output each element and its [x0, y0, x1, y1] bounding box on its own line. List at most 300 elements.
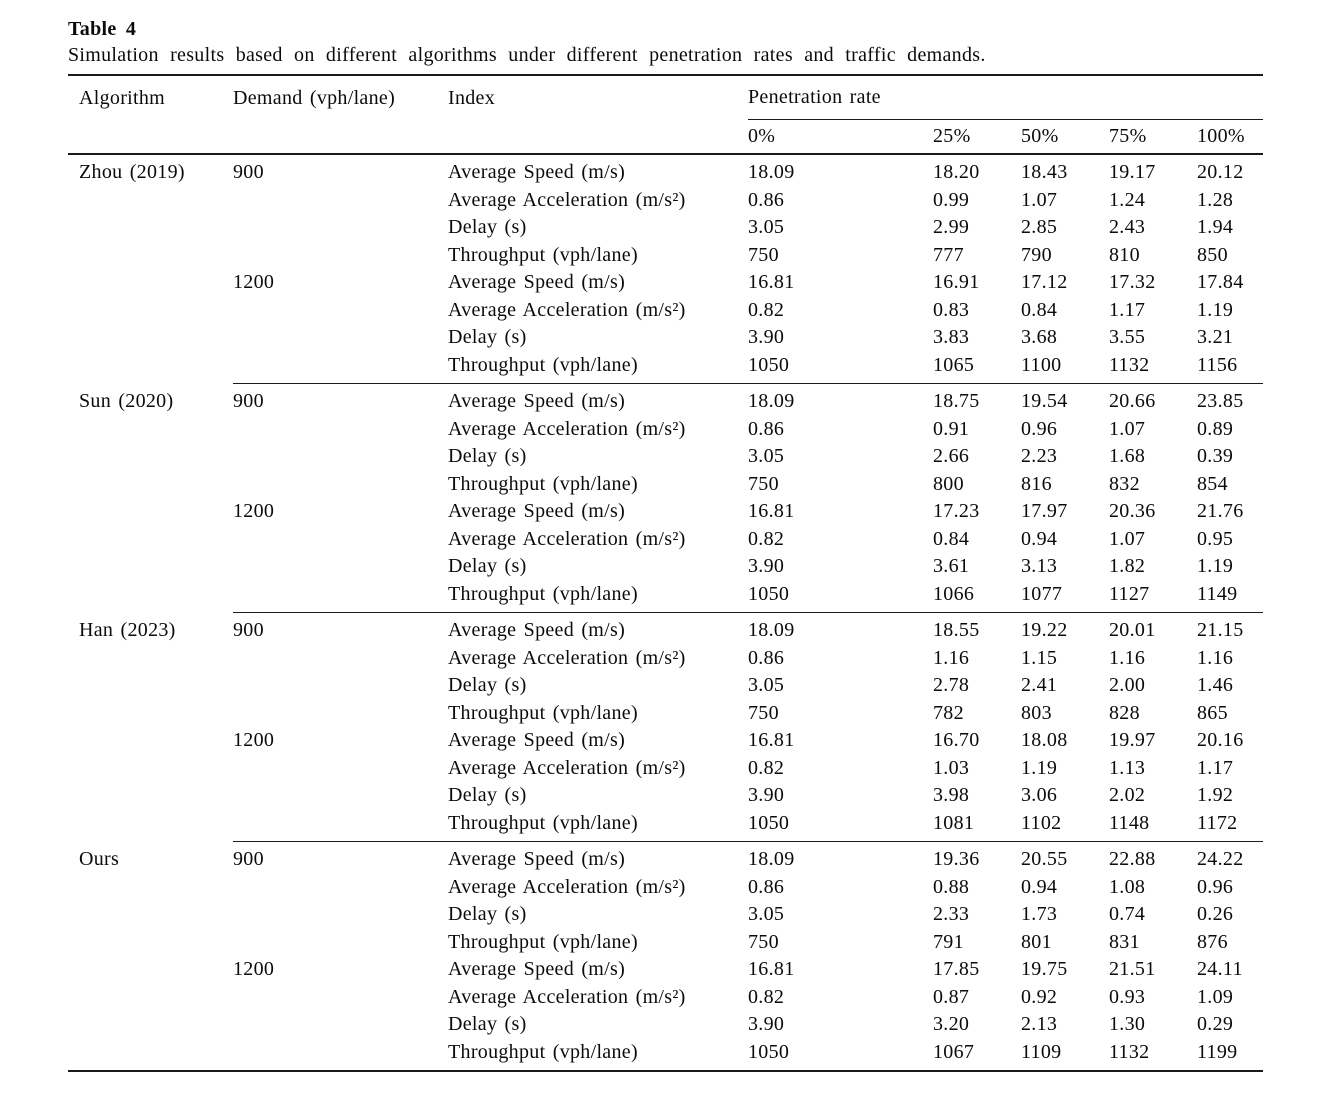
col-header-rate-0: 0%: [748, 125, 776, 147]
value-cell: 1.46: [1197, 674, 1234, 697]
value-cell: 18.75: [933, 390, 980, 413]
value-cell: 2.85: [1021, 216, 1058, 239]
algorithm-cell: [68, 242, 233, 270]
table-row: [68, 187, 1263, 215]
table-row: [68, 352, 1263, 380]
index-cell: Throughput (vph/lane): [448, 353, 638, 376]
index-cell: Throughput (vph/lane): [448, 930, 638, 953]
value-cell: 750: [748, 472, 779, 495]
value-cell: 17.23: [933, 500, 980, 523]
value-cell: 18.43: [1021, 161, 1068, 184]
col-header-algorithm: Algorithm: [79, 86, 166, 109]
algorithm-cell: Ours: [79, 848, 120, 871]
value-cell: 0.91: [933, 417, 970, 440]
value-cell: 828: [1109, 701, 1140, 724]
value-cell: 2.78: [933, 674, 970, 697]
value-cell: 850: [1197, 243, 1228, 266]
index-cell: Average Acceleration (m/s²): [448, 188, 686, 211]
algorithm-cell: [68, 352, 233, 380]
value-cell: 1050: [748, 1040, 790, 1063]
value-cell: 2.02: [1109, 784, 1146, 807]
header-row-main: [68, 76, 1263, 120]
value-cell: 865: [1197, 701, 1228, 724]
demand-cell: [233, 297, 448, 325]
value-cell: 831: [1109, 930, 1140, 953]
value-cell: 0.82: [748, 527, 785, 550]
value-cell: 1127: [1109, 582, 1150, 605]
table-row: [68, 984, 1263, 1012]
value-cell: 0.86: [748, 875, 785, 898]
value-cell: 0.86: [748, 646, 785, 669]
index-cell: Delay (s): [448, 555, 527, 578]
algorithm-cell: [68, 526, 233, 554]
value-cell: 790: [1021, 243, 1052, 266]
table-row: [68, 416, 1263, 444]
index-cell: Average Speed (m/s): [448, 500, 626, 523]
value-cell: 876: [1197, 930, 1228, 953]
demand-cell: 1200: [233, 729, 275, 752]
value-cell: 1172: [1197, 811, 1238, 834]
algorithm-group: [68, 842, 1263, 1070]
value-cell: 2.43: [1109, 216, 1146, 239]
value-cell: 17.32: [1109, 271, 1156, 294]
value-cell: 21.76: [1197, 500, 1244, 523]
value-cell: 18.09: [748, 619, 795, 642]
value-cell: 1149: [1197, 582, 1238, 605]
value-cell: 1.17: [1197, 756, 1234, 779]
index-cell: Average Acceleration (m/s²): [448, 417, 686, 440]
value-cell: 832: [1109, 472, 1140, 495]
demand-cell: 900: [233, 390, 264, 413]
value-cell: 1102: [1021, 811, 1062, 834]
table-row: [68, 242, 1263, 270]
index-cell: Throughput (vph/lane): [448, 243, 638, 266]
value-cell: 18.55: [933, 619, 980, 642]
algorithm-cell: [68, 645, 233, 673]
algorithm-cell: Sun (2020): [79, 390, 174, 413]
value-cell: 21.15: [1197, 619, 1244, 642]
value-cell: 16.81: [748, 271, 795, 294]
value-cell: 0.96: [1021, 417, 1058, 440]
table-row: [68, 700, 1263, 728]
demand-cell: [233, 471, 448, 499]
value-cell: 3.20: [933, 1013, 970, 1036]
value-cell: 0.84: [1021, 298, 1058, 321]
value-cell: 1.28: [1197, 188, 1234, 211]
value-cell: 0.94: [1021, 527, 1058, 550]
value-cell: 18.20: [933, 161, 980, 184]
algorithm-cell: [68, 782, 233, 810]
algorithm-cell: [68, 929, 233, 957]
value-cell: 0.84: [933, 527, 970, 550]
table-row: [68, 782, 1263, 810]
index-cell: Throughput (vph/lane): [448, 811, 638, 834]
value-cell: 18.09: [748, 161, 795, 184]
value-cell: 24.11: [1197, 958, 1243, 981]
algorithm-cell: [68, 1039, 233, 1067]
value-cell: 1.07: [1109, 417, 1146, 440]
value-cell: 3.05: [748, 445, 785, 468]
value-cell: 1081: [933, 811, 975, 834]
index-cell: Delay (s): [448, 216, 527, 239]
col-header-rate-25: 25%: [933, 125, 971, 147]
value-cell: 1.92: [1197, 784, 1234, 807]
table-row: [68, 159, 1263, 187]
demand-cell: [233, 929, 448, 957]
value-cell: 2.23: [1021, 445, 1058, 468]
index-cell: Throughput (vph/lane): [448, 472, 638, 495]
value-cell: 3.68: [1021, 326, 1058, 349]
table-row: [68, 269, 1263, 297]
value-cell: 17.97: [1021, 500, 1068, 523]
table-row: [68, 672, 1263, 700]
demand-cell: [233, 526, 448, 554]
table-row: [68, 1011, 1263, 1039]
index-cell: Average Acceleration (m/s²): [448, 875, 686, 898]
demand-cell: [233, 352, 448, 380]
table-label: Table 4: [68, 18, 137, 40]
value-cell: 0.96: [1197, 875, 1234, 898]
value-cell: 0.86: [748, 417, 785, 440]
value-cell: 3.90: [748, 1013, 785, 1036]
table-row: [68, 755, 1263, 783]
value-cell: 1100: [1021, 353, 1062, 376]
demand-cell: 1200: [233, 958, 275, 981]
value-cell: 0.87: [933, 985, 970, 1008]
value-cell: 1.16: [1197, 646, 1234, 669]
algorithm-cell: [68, 214, 233, 242]
table-row: [68, 443, 1263, 471]
value-cell: 1132: [1109, 1040, 1150, 1063]
value-cell: 750: [748, 243, 779, 266]
value-cell: 17.84: [1197, 271, 1244, 294]
demand-cell: [233, 214, 448, 242]
value-cell: 17.85: [933, 958, 980, 981]
value-cell: 1.07: [1021, 188, 1058, 211]
value-cell: 1.08: [1109, 875, 1146, 898]
value-cell: 1066: [933, 582, 975, 605]
demand-cell: [233, 782, 448, 810]
value-cell: 750: [748, 701, 779, 724]
value-cell: 16.81: [748, 958, 795, 981]
value-cell: 750: [748, 930, 779, 953]
col-header-index: Index: [448, 86, 496, 109]
col-header-rate-50: 50%: [1021, 125, 1059, 147]
value-cell: 2.33: [933, 903, 970, 926]
table-row: [68, 553, 1263, 581]
value-cell: 1156: [1197, 353, 1238, 376]
value-cell: 3.05: [748, 674, 785, 697]
value-cell: 0.86: [748, 188, 785, 211]
value-cell: 0.82: [748, 985, 785, 1008]
demand-cell: 900: [233, 848, 264, 871]
value-cell: 24.22: [1197, 848, 1244, 871]
value-cell: 19.22: [1021, 619, 1068, 642]
table-row: [68, 388, 1263, 416]
table-row: [68, 810, 1263, 838]
demand-cell: 1200: [233, 271, 275, 294]
value-cell: 19.75: [1021, 958, 1068, 981]
value-cell: 1.16: [933, 646, 970, 669]
demand-cell: [233, 187, 448, 215]
index-cell: Delay (s): [448, 903, 527, 926]
algorithm-cell: [68, 324, 233, 352]
index-cell: Delay (s): [448, 1013, 527, 1036]
value-cell: 2.99: [933, 216, 970, 239]
value-cell: 3.06: [1021, 784, 1058, 807]
index-cell: Average Speed (m/s): [448, 958, 626, 981]
value-cell: 810: [1109, 243, 1140, 266]
value-cell: 2.41: [1021, 674, 1058, 697]
algorithm-cell: [68, 581, 233, 609]
table-row: [68, 471, 1263, 499]
value-cell: 791: [933, 930, 964, 953]
value-cell: 2.66: [933, 445, 970, 468]
value-cell: 0.29: [1197, 1013, 1234, 1036]
table-row: [68, 956, 1263, 984]
value-cell: 0.94: [1021, 875, 1058, 898]
value-cell: 16.81: [748, 500, 795, 523]
index-cell: Delay (s): [448, 326, 527, 349]
demand-cell: [233, 324, 448, 352]
value-cell: 1.16: [1109, 646, 1146, 669]
col-header-demand: Demand (vph/lane): [233, 86, 396, 109]
value-cell: 854: [1197, 472, 1228, 495]
value-cell: 0.39: [1197, 445, 1234, 468]
index-cell: Average Speed (m/s): [448, 619, 626, 642]
algorithm-cell: [68, 471, 233, 499]
table-row: [68, 929, 1263, 957]
value-cell: 1050: [748, 811, 790, 834]
value-cell: 16.81: [748, 729, 795, 752]
algorithm-cell: [68, 297, 233, 325]
index-cell: Average Speed (m/s): [448, 390, 626, 413]
value-cell: 19.36: [933, 848, 980, 871]
algorithm-cell: [68, 672, 233, 700]
table-row: [68, 214, 1263, 242]
demand-cell: [233, 553, 448, 581]
demand-cell: [233, 581, 448, 609]
algorithm-cell: [68, 874, 233, 902]
value-cell: 1050: [748, 353, 790, 376]
value-cell: 18.08: [1021, 729, 1068, 752]
value-cell: 16.91: [933, 271, 980, 294]
value-cell: 1077: [1021, 582, 1063, 605]
table-row: [68, 526, 1263, 554]
value-cell: 1.30: [1109, 1013, 1146, 1036]
index-cell: Delay (s): [448, 445, 527, 468]
value-cell: 19.97: [1109, 729, 1156, 752]
algorithm-cell: [68, 498, 233, 526]
value-cell: 3.05: [748, 216, 785, 239]
table-row: [68, 901, 1263, 929]
demand-cell: [233, 700, 448, 728]
demand-cell: [233, 672, 448, 700]
value-cell: 1.19: [1197, 298, 1234, 321]
value-cell: 0.93: [1109, 985, 1146, 1008]
value-cell: 16.70: [933, 729, 980, 752]
algorithm-cell: [68, 956, 233, 984]
table-row: [68, 581, 1263, 609]
value-cell: 18.09: [748, 390, 795, 413]
value-cell: 3.05: [748, 903, 785, 926]
table-row: [68, 297, 1263, 325]
value-cell: 1.82: [1109, 555, 1146, 578]
value-cell: 19.54: [1021, 390, 1068, 413]
table-row: [68, 846, 1263, 874]
index-cell: Throughput (vph/lane): [448, 701, 638, 724]
col-header-rate-75: 75%: [1109, 125, 1147, 147]
value-cell: 1.68: [1109, 445, 1146, 468]
value-cell: 803: [1021, 701, 1052, 724]
value-cell: 800: [933, 472, 964, 495]
value-cell: 1.13: [1109, 756, 1146, 779]
algorithm-cell: [68, 553, 233, 581]
algorithm-cell: Han (2023): [79, 619, 176, 642]
col-header-rate-100: 100%: [1197, 125, 1245, 147]
value-cell: 1.24: [1109, 188, 1146, 211]
algorithm-group: [68, 155, 1263, 383]
table-row: [68, 874, 1263, 902]
index-cell: Average Speed (m/s): [448, 729, 626, 752]
value-cell: 1.17: [1109, 298, 1146, 321]
value-cell: 0.83: [933, 298, 970, 321]
value-cell: 3.61: [933, 555, 970, 578]
value-cell: 1.03: [933, 756, 970, 779]
value-cell: 20.01: [1109, 619, 1156, 642]
value-cell: 782: [933, 701, 964, 724]
index-cell: Average Acceleration (m/s²): [448, 985, 686, 1008]
value-cell: 1199: [1197, 1040, 1238, 1063]
value-cell: 3.90: [748, 784, 785, 807]
value-cell: 777: [933, 243, 964, 266]
demand-cell: [233, 810, 448, 838]
index-cell: Average Acceleration (m/s²): [448, 527, 686, 550]
value-cell: 1.73: [1021, 903, 1058, 926]
value-cell: 1132: [1109, 353, 1150, 376]
value-cell: 1050: [748, 582, 790, 605]
value-cell: 0.95: [1197, 527, 1234, 550]
value-cell: 1067: [933, 1040, 975, 1063]
demand-cell: [233, 874, 448, 902]
index-cell: Average Speed (m/s): [448, 271, 626, 294]
algorithm-cell: Zhou (2019): [79, 161, 185, 184]
value-cell: 1065: [933, 353, 975, 376]
algorithm-cell: [68, 755, 233, 783]
algorithm-cell: [68, 984, 233, 1012]
index-cell: Delay (s): [448, 784, 527, 807]
algorithm-cell: [68, 416, 233, 444]
value-cell: 0.82: [748, 756, 785, 779]
value-cell: 801: [1021, 930, 1052, 953]
demand-cell: [233, 755, 448, 783]
value-cell: 0.82: [748, 298, 785, 321]
value-cell: 0.74: [1109, 903, 1146, 926]
value-cell: 0.26: [1197, 903, 1234, 926]
demand-cell: [233, 242, 448, 270]
algorithm-cell: [68, 700, 233, 728]
index-cell: Average Acceleration (m/s²): [448, 298, 686, 321]
demand-cell: 1200: [233, 500, 275, 523]
value-cell: 1.09: [1197, 985, 1234, 1008]
demand-cell: [233, 645, 448, 673]
value-cell: 1.94: [1197, 216, 1234, 239]
table-header: [68, 76, 1263, 153]
demand-cell: 900: [233, 161, 264, 184]
header-row-rates: [68, 120, 1263, 153]
algorithm-cell: [68, 810, 233, 838]
table-caption: Simulation results based on different algorithms under different penetration rates and traffic demands.: [68, 44, 986, 66]
value-cell: 20.36: [1109, 500, 1156, 523]
value-cell: 2.13: [1021, 1013, 1058, 1036]
table-row: [68, 498, 1263, 526]
value-cell: 0.88: [933, 875, 970, 898]
table-body: [68, 155, 1263, 1070]
index-cell: Average Acceleration (m/s²): [448, 756, 686, 779]
value-cell: 1.07: [1109, 527, 1146, 550]
value-cell: 1.19: [1021, 756, 1058, 779]
value-cell: 3.90: [748, 326, 785, 349]
table-row: [68, 645, 1263, 673]
index-cell: Average Acceleration (m/s²): [448, 646, 686, 669]
value-cell: 20.16: [1197, 729, 1244, 752]
value-cell: 3.98: [933, 784, 970, 807]
value-cell: 21.51: [1109, 958, 1156, 981]
value-cell: 20.66: [1109, 390, 1156, 413]
value-cell: 1109: [1021, 1040, 1062, 1063]
demand-cell: [233, 984, 448, 1012]
value-cell: 816: [1021, 472, 1052, 495]
value-cell: 20.12: [1197, 161, 1244, 184]
algorithm-cell: [68, 901, 233, 929]
table-4-figure: [68, 16, 1263, 1072]
value-cell: 0.92: [1021, 985, 1058, 1008]
demand-cell: 900: [233, 619, 264, 642]
value-cell: 17.12: [1021, 271, 1068, 294]
col-header-penetration-rate: Penetration rate: [748, 76, 1263, 120]
algorithm-group: [68, 613, 1263, 841]
index-cell: Average Speed (m/s): [448, 161, 626, 184]
algorithm-cell: [68, 1011, 233, 1039]
table-row: [68, 727, 1263, 755]
table-row: [68, 617, 1263, 645]
value-cell: 19.17: [1109, 161, 1156, 184]
value-cell: 3.55: [1109, 326, 1146, 349]
value-cell: 1148: [1109, 811, 1150, 834]
value-cell: 3.83: [933, 326, 970, 349]
algorithm-cell: [68, 269, 233, 297]
value-cell: 3.21: [1197, 326, 1234, 349]
value-cell: 0.89: [1197, 417, 1234, 440]
value-cell: 3.90: [748, 555, 785, 578]
algorithm-cell: [68, 187, 233, 215]
header-spacer: [68, 120, 748, 153]
table-row: [68, 324, 1263, 352]
demand-cell: [233, 901, 448, 929]
algorithm-cell: [68, 443, 233, 471]
value-cell: 1.15: [1021, 646, 1058, 669]
value-cell: 2.00: [1109, 674, 1146, 697]
demand-cell: [233, 1011, 448, 1039]
value-cell: 3.13: [1021, 555, 1058, 578]
table-row: [68, 1039, 1263, 1067]
value-cell: 0.99: [933, 188, 970, 211]
demand-cell: [233, 443, 448, 471]
demand-cell: [233, 1039, 448, 1067]
value-cell: 22.88: [1109, 848, 1156, 871]
value-cell: 1.19: [1197, 555, 1234, 578]
index-cell: Average Speed (m/s): [448, 848, 626, 871]
